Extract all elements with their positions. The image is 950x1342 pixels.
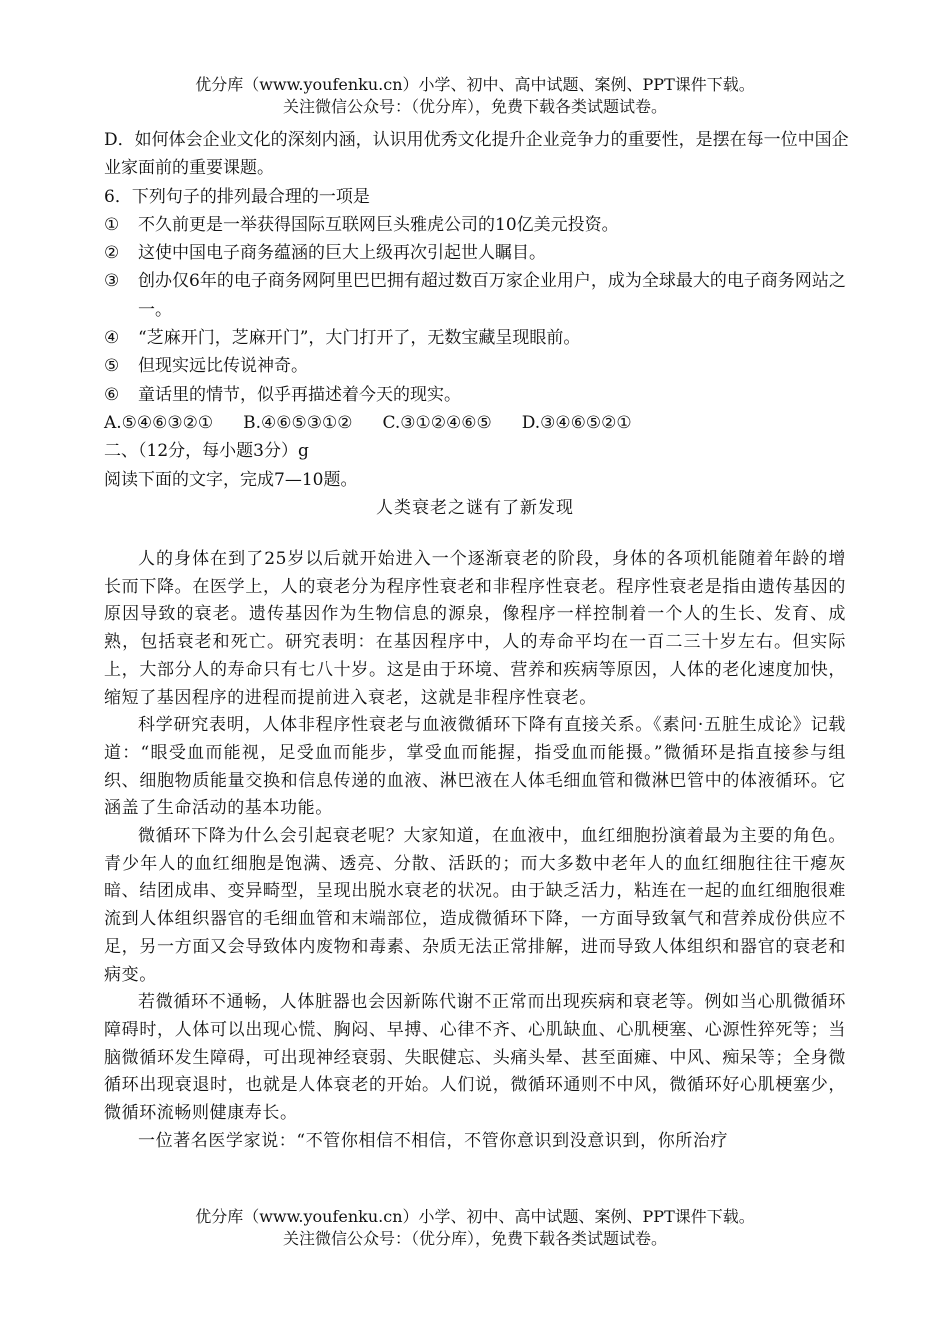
sentence-item	[104, 324, 854, 352]
sentence-item	[104, 381, 854, 409]
sentence-item	[104, 211, 854, 239]
question-area	[104, 126, 854, 494]
footer-line-2: 关注微信公众号：（优分库），免费下载各类试题试卷。	[282, 1229, 667, 1248]
question-6-stem: 6．下列句子的排列最合理的一项是	[104, 186, 370, 207]
answer-choices	[104, 409, 854, 437]
sentence-text: 创办仅6年的电子商务网阿里巴巴拥有超过数百万家企业用户，成为全球最大的电子商务网站之一。	[138, 271, 846, 320]
choice-b: B.④⑥⑤③①②	[243, 412, 353, 433]
header-line-2: 关注微信公众号：（优分库），免费下载各类试题试卷。	[282, 97, 667, 116]
sentence-number: ⑤	[104, 356, 120, 377]
sentence-text: 但现实远比传说神奇。	[138, 356, 308, 377]
page-header	[0, 74, 950, 118]
article-paragraph: 一位著名医学家说：“不管你相信不相信，不管你意识到没意识到，你所治疗	[138, 1130, 729, 1151]
sentence-text: 这使中国电子商务蕴涵的巨大上级再次引起世人瞩目。	[138, 243, 546, 264]
sentence-item	[104, 267, 854, 324]
sentence-number: ④	[104, 328, 120, 349]
sentence-text: 童话里的情节，似乎再描述着今天的现实。	[138, 384, 461, 405]
choice-a: A.⑤④⑥③②①	[104, 412, 214, 433]
sentence-item	[104, 352, 854, 380]
sentence-text: “芝麻开门，芝麻开门”，大门打开了，无数宝藏呈现眼前。	[138, 328, 581, 349]
sentence-number: ①	[104, 214, 120, 235]
article-paragraph: 人的身体在到了25岁以后就开始进入一个逐渐衰老的阶段，身体的各项机能随着年龄的增长而下降。在医学上，人的衰老分为程序性衰老和非程序性衰老。程序性衰老是指由遗传基因的原因导致的衰老。遗传基因作为生物信息的源泉，像程序一样控制着一个人的生长、发育、成熟，包括衰老和死亡。研究表明：在基因程序中，人的寿命平均在一百二三十岁左右。但实际上，大部分人的寿命只有七八十岁。这是由于环境、营养和疾病等原因，人体的老化速度加快，缩短了基因程序的进程而提前进入衰老，这就是非程序性衰老。	[104, 549, 846, 708]
article-paragraph: 科学研究表明，人体非程序性衰老与血液微循环下降有直接关系。《素问·五脏生成论》记载道：“眼受血而能视，足受血而能步，掌受血而能握，指受血而能摄。”微循环是指直接参与组织、细胞物质能量交换和信息传递的血液、淋巴液在人体毛细血管和微淋巴管中的体液循环。它涵盖了生命活动的基本功能。	[104, 715, 846, 819]
article-paragraph: 若微循环不通畅，人体脏器也会因新陈代谢不正常而出现疾病和衰老等。例如当心肌微循环障碍时，人体可以出现心慌、胸闷、早搏、心律不齐、心肌缺血、心肌梗塞、心源性猝死等；当脑微循环发生障碍，可出现神经衰弱、失眠健忘、头痛头晕、甚至面瘫、中风、痴呆等；全身微循环出现衰退时，也就是人体衰老的开始。人们说，微循环通则不中风，微循环好心肌梗塞少，微循环流畅则健康寿长。	[104, 992, 846, 1124]
reading-instruction: 阅读下面的文字，完成7—10题。	[104, 469, 358, 490]
choice-d: D.③④⑥⑤②①	[521, 412, 632, 433]
footer-line-1: 优分库（www.youfenku.cn）小学、初中、高中试题、案例、PPT课件下载。	[195, 1207, 755, 1226]
choice-c: C.③①②④⑥⑤	[382, 412, 492, 433]
sentence-item	[104, 239, 854, 267]
article-body	[104, 546, 846, 1155]
sentence-number: ②	[104, 243, 120, 264]
article-title: 人类衰老之谜有了新发现	[376, 498, 574, 518]
sentence-text: 不久前更是一举获得国际互联网巨头雅虎公司的10亿美元投资。	[138, 214, 619, 235]
header-line-1: 优分库（www.youfenku.cn）小学、初中、高中试题、案例、PPT课件下载。	[195, 75, 755, 94]
sentence-number: ⑥	[104, 384, 120, 405]
article-paragraph: 微循环下降为什么会引起衰老呢？大家知道，在血液中，血红细胞扮演着最为主要的角色。青少年人的血红细胞是饱满、透亮、分散、活跃的；而大多数中老年人的血红细胞往往干瘪灰暗、结团成串、变异畸型，呈现出脱水衰老的状况。由于缺乏活力，粘连在一起的血红细胞很难流到人体组织器官的毛细血管和末端部位，造成微循环下降，一方面导致氧气和营养成份供应不足，另一方面又会导致体内废物和毒素、杂质无法正常排解，进而导致人体组织和器官的衰老和病变。	[104, 826, 846, 985]
page-footer	[0, 1206, 950, 1250]
option-d-text: D．如何体会企业文化的深刻内涵，认识用优秀文化提升企业竞争力的重要性，是摆在每一位中国企业家面前的重要课题。	[104, 130, 849, 179]
section-2-heading: 二、（12分，每小题3分）g	[104, 441, 309, 462]
sentence-number: ③	[104, 271, 120, 292]
